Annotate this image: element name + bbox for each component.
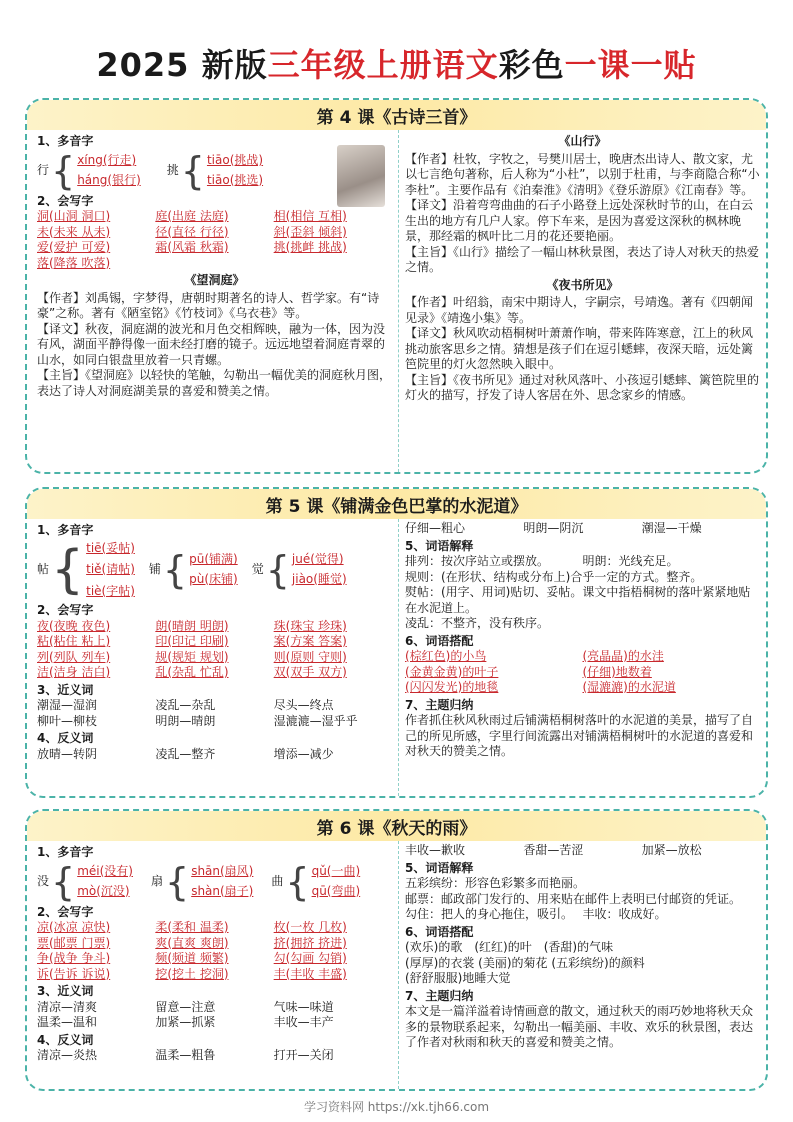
lesson-6-card bbox=[25, 809, 768, 1091]
footer-watermark: 学习资料网 https://xk.tjh66.com bbox=[303, 1100, 490, 1114]
page-title: 2025 新版三年级上册语文彩色一课一贴 bbox=[96, 46, 697, 84]
polyphone-jue: 觉 { jué(觉得) jiào(睡觉) bbox=[251, 547, 347, 592]
polyphone-pu: 铺 { pū(铺满) pù(床铺) bbox=[148, 547, 238, 592]
lesson-5-left: 1、多音字 帖 { tiē(妥帖) tiě(请帖) tiè(字帖) 铺 { pū(铺满) pù(床铺) 觉 { jué(觉得) jiào(睡觉) 2、会写字 夜(夜晚 夜色) 朗(晴朗 明朗) 珠(珠宝 珍珠) 粘(粘住 粘上) 印(印记 印刷) 案(方案 答案) 列(列队 列车) 规(规矩 规划) 则(原则 守则) 洁(洁身 洁白) 乱(杂乱 忙乱) 双(双手 双方) 3、近义词 潮湿—湿润 凌乱—杂乱 尽头—终点 柳叶—柳枝 明朗—晴朗 湿漉漉—湿乎乎 4、反义词 放晴—转阴 凌乱—整齐 增添—减少 bbox=[37, 523, 358, 761]
lesson-4-title: 第 4 课《古诗三首》 bbox=[316, 108, 477, 128]
lesson-header-band bbox=[27, 811, 766, 841]
lesson-5-card bbox=[25, 487, 768, 798]
polyphone-xing: 行 { xíng(行走) háng(银行) bbox=[37, 148, 141, 193]
poem-title: 《夜书所见》 bbox=[546, 277, 619, 292]
polyphone-tiao: 挑 { tiāo(挑战) tiāo(挑选) bbox=[166, 148, 264, 193]
lesson-4-left: 1、多音字 行 { xíng(行走) háng(银行) 挑 { tiāo(挑战) tiāo(挑选) 2、会写字 洞(山洞 洞口) 庭(出庭 法庭) 相(相信 互相) 未(未来 从未) 径(直径 行径) 斜(歪斜 倾斜) 爱(爱护 可爱) 霜(风霜 秋霜) 挑(挑衅 挑战) 落(降落 吹落) 《望洞庭》 【作者】刘禹锡，字梦得，唐朝时期著名的诗人、哲学家。有“诗豪”之称。著有《陋室铭》《竹枝词》《乌衣巷》等。 【译文】秋夜，洞庭湖的波光和月色交相辉映，融为一体，因为没有风，湖面平静得像一面未经打磨的镜子。远远地望着洞庭青翠的山水，如同白银盘里放着一只青螺。 【主旨】《望洞庭》以轻快的笔触，勾勒出一幅优美的洞庭秋月图，表达了诗人对洞庭湖美景的喜爱和赞美之情。 bbox=[37, 134, 392, 398]
lesson-5-right: 仔细—粗心 明朗—阴沉 潮湿—干燥 5、词语解释 排列：按次序站立或摆放。 明朗：光线充足。 规则：(在形状、结构或分布上)合乎一定的方式。整齐。 熨帖：(用字、用词)贴切、妥帖。课文中指梧桐树的落叶紧紧地贴在水泥道上。 凌乱：不整齐，没有秩序。 6、词语搭配 (棕红色)的小鸟 (亮晶晶)的水洼 (金黄金黄)的叶子 (仔细)地数着 (闪闪发光)的地毯 (湿漉漉)的水泥道 7、主题归纳 作者抓住秋风秋雨过后铺满梧桐树落叶的水泥道的美景，描写了自己的所见所感，字里行间流露出对铺满梧桐树叶的水泥道的喜爱和对秋天的赞美之情。 bbox=[405, 521, 754, 758]
lesson-header-band bbox=[27, 100, 766, 130]
polyphone-mei: 没 { méi(没有) mò(沉没) bbox=[37, 859, 133, 904]
polyphone-tie: 帖 { tiē(妥帖) tiě(请帖) tiè(字帖) bbox=[37, 539, 135, 600]
lesson-4-card bbox=[25, 98, 768, 474]
poem-title: 《山行》 bbox=[558, 134, 607, 148]
lesson-6-title: 第 6 课《秋天的雨》 bbox=[316, 819, 477, 839]
lesson-5-title: 第 5 课《铺满金色巴掌的水泥道》 bbox=[265, 497, 528, 517]
polyphone-shan: 扇 { shān(扇风) shàn(扇子) bbox=[150, 859, 254, 904]
polyphone-qu: 曲 { qǔ(一曲) qū(弯曲) bbox=[271, 859, 361, 904]
lesson-4-right: 《山行》 【作者】杜牧，字牧之，号樊川居士，晚唐杰出诗人、散文家，尤以七言绝句著称，后人称为“小杜”，以别于杜甫，与李商隐合称“小李杜”。主要作品有《泊秦淮》《清明》《登乐游原》《江南春》等。 【译文】沿着弯弯曲曲的石子小路登上远处深秋时节的山，在白云生出的地方有几户人家。停下车来，是因为喜爱这深秋的枫林晚景，那经霜的枫叶比二月的花还要艳丽。 【主旨】《山行》描绘了一幅山林秋景图，表达了诗人对秋天的热爱之情。 《夜书所见》 【作者】叶绍翁，南宋中期诗人，字嗣宗，号靖逸。著有《四朝闻见录》《靖逸小集》等。 【译文】秋风吹动梧桐树叶萧萧作响，带来阵阵寒意，江上的秋风挑动旅客思乡之情。猜想是孩子们在逗引蟋蟀，夜深天暗，远处篱笆院里的灯火忽然映入眼中。 【主旨】《夜书所见》通过对秋风落叶、小孩逗引蟋蟀、篱笆院里的灯火的描写，抒发了诗人客居在外、思念家乡的情感。 bbox=[405, 134, 760, 402]
lesson-header-band bbox=[27, 489, 766, 519]
lesson-6-left: 1、多音字 没 { méi(没有) mò(沉没) 扇 { shān(扇风) shàn(扇子) 曲 { qǔ(一曲) qū(弯曲) 2、会写字 凉(冰凉 凉快) 柔(柔和 温柔) 枚(一枚 几枚) 票(邮票 门票) 爽(直爽 爽朗) 挤(拥挤 挤进) 争(战争 争斗) 频(频道 频繁) 勾(勾画 勾销) 诉(告诉 诉说) 挖(挖土 挖洞) 丰(丰收 丰盛) 3、近义词 清凉—清爽 留意—注意 气味—味道 温柔—温和 加紧—抓紧 丰收—丰产 4、反义词 清凉—炎热 温柔—粗鲁 打开—关闭 bbox=[37, 845, 361, 1062]
poem-title: 《望洞庭》 bbox=[184, 273, 245, 287]
lesson-6-right: 丰收—歉收 香甜—苦涩 加紧—放松 5、词语解释 五彩缤纷：形容色彩繁多而艳丽。 邮票：邮政部门发行的、用来贴在邮件上表明已付邮资的凭证。 勾住：把人的身心拖住，吸引。 丰收：收成好。 6、词语搭配 (欢乐)的歌 (红红)的叶 (香甜)的气味 (厚厚)的衣裳 (美丽)的菊花 (五彩缤纷)的颜料 (舒舒服服)地睡大觉 7、主题归纳 本文是一篇洋溢着诗情画意的散文，通过秋天的雨巧妙地将秋天众多的景物联系起来，勾勒出一幅美丽、丰收、欢乐的秋景图，表达了作者对秋雨和秋天的喜爱和赞美之情。 bbox=[405, 843, 754, 1049]
